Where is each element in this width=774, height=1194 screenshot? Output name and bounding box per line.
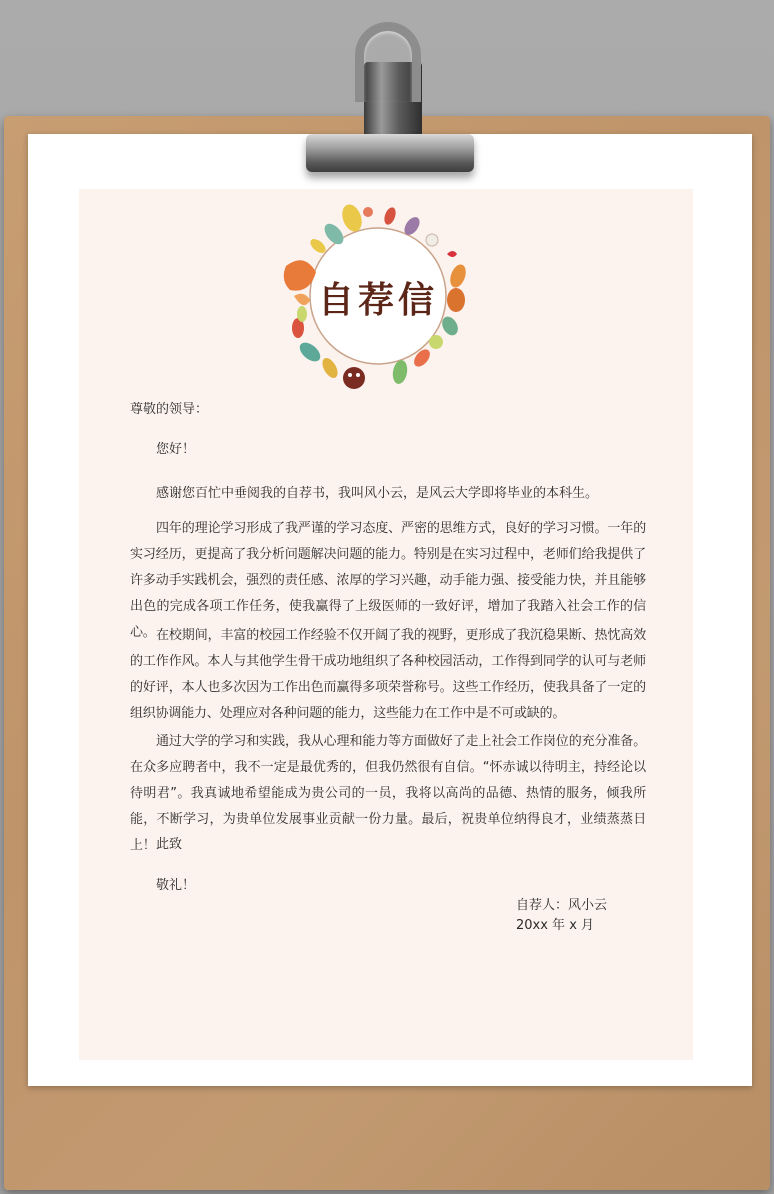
page-title: 自荐信 (317, 279, 438, 321)
clip-plate (306, 134, 474, 172)
greeting: 您好！ (156, 442, 196, 457)
paragraph-campus: 在校期间，丰富的校园工作经验不仅开阔了我的视野，更形成了我沉稳果断、热忱高效的工作作风。本人与其他学生骨干成功地组织了各种校园活动，工作得到同学的认可与老师的好评，本人也多次因为工作出色而赢得多项荣誉称号。这些工作经历，使我具备了一定的组织协调能力、处理应对各种问题的能力，这些能力在工作中是不可或缺的。 (130, 628, 646, 721)
title-emblem (272, 196, 484, 402)
clip-ring (355, 22, 421, 102)
paragraph-closing: 通过大学的学习和实践，我从心理和能力等方面做好了走上社会工作岗位的充分准备。在众多应聘者中，我不一定是最优秀的，但我仍然很有自信。“怀赤诚以待明主，持经论以待明君”。我真诚地希望能成为贵公司的一员，我将以高尚的品德、热情的服务，倾我所能，不断学习，为贵单位发展事业贡献一份力量。最后，祝贵单位纳得良才，业绩蒸蒸日上！ (130, 734, 646, 853)
intro-paragraph: 感谢您百忙中垂阅我的自荐书，我叫风小云，是风云大学即将毕业的本科生。 (156, 486, 599, 501)
date: 20xx 年 x 月 (516, 918, 595, 933)
salutation: 尊敬的领导： (130, 402, 209, 417)
closing-line-1: 此致 (156, 837, 183, 852)
signature: 自荐人：风小云 (516, 898, 608, 913)
paragraph-study: 四年的理论学习形成了我严谨的学习态度、严密的思维方式，良好的学习习惯。一年的实习经历，更提高了我分析问题解决问题的能力。特别是在实习过程中，老师们给我提供了许多动手实践机会，强烈的责任感、浓厚的学习兴趣，动手能力强、接受能力快，并且能够出色的完成各项工作任务，使我赢得了上级医师的一致好评，增加了我踏入社会工作的信心。 (130, 521, 646, 640)
closing-line-2: 敬礼！ (156, 878, 196, 893)
binder-clip (300, 22, 480, 182)
